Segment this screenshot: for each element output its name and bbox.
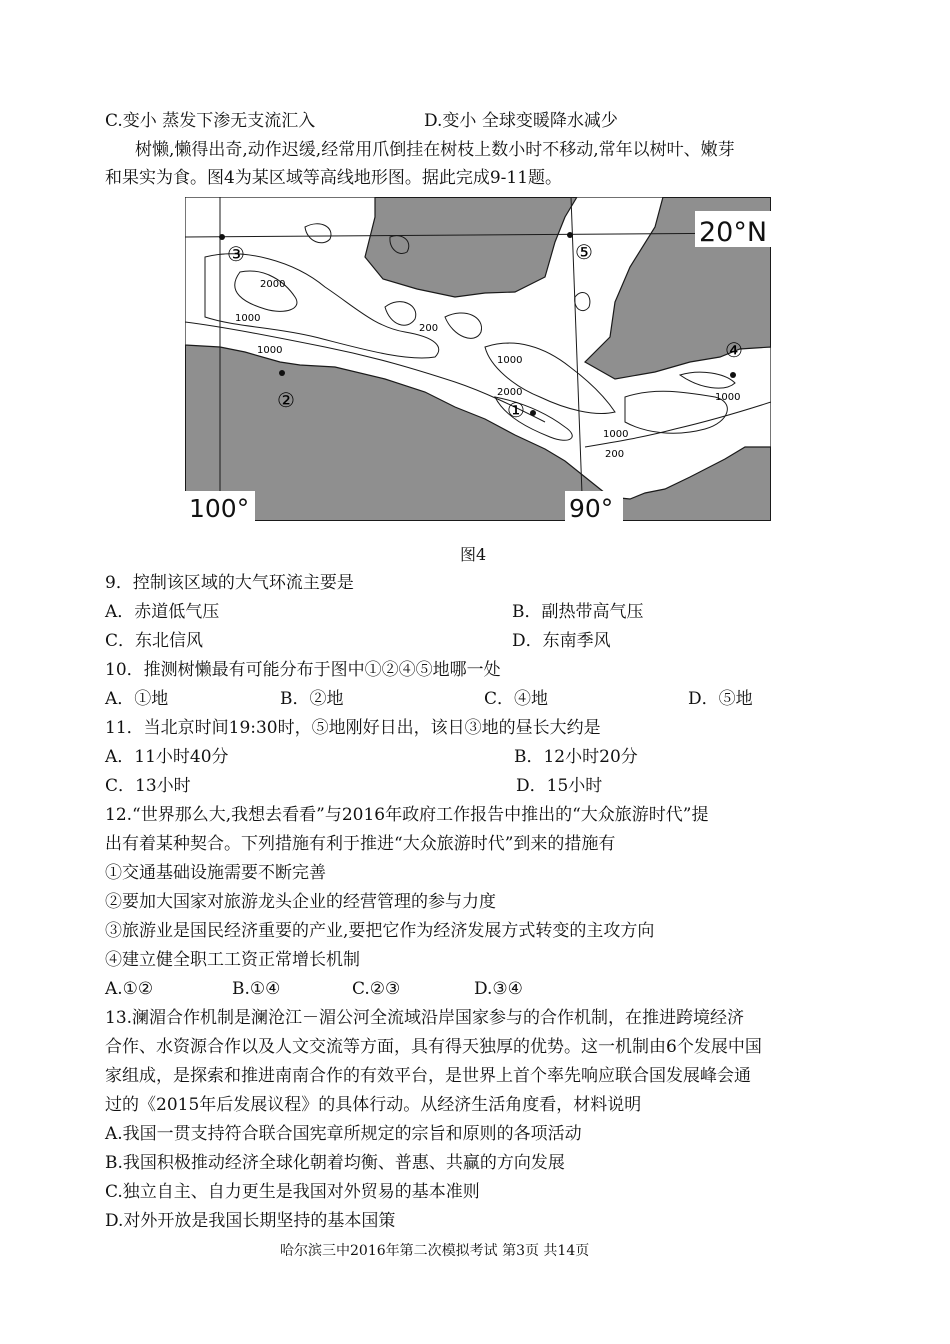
q11-option-d: D．15小时 — [516, 776, 603, 796]
contour-label: 1000 — [497, 355, 523, 366]
q11-option-a: A．11小时40分 — [105, 747, 229, 767]
location-dot-4 — [730, 372, 736, 378]
q12-item-2: ②要加大国家对旅游龙头企业的经营管理的参与力度 — [105, 892, 496, 912]
q13-stem-line-3: 家组成，是探索和推进南南合作的有效平台，是世界上首个率先响应联合国发展峰会通 — [105, 1066, 751, 1086]
marker-5: ⑤ — [575, 240, 593, 264]
q12-item-1: ①交通基础设施需要不断完善 — [105, 863, 326, 883]
q13-stem-line-1: 13.澜湄合作机制是澜沧江－湄公河全流域沿岸国家参与的合作机制，在推进跨境经济 — [105, 1008, 745, 1028]
lon-label-right: 90° — [569, 494, 614, 521]
page-footer: 哈尔滨三中2016年第二次模拟考试 第3页 共14页 — [280, 1243, 590, 1259]
q9-option-b: B．副热带高气压 — [512, 602, 644, 622]
q13-option-b: B.我国积极推动经济全球化朝着均衡、普惠、共赢的方向发展 — [105, 1153, 565, 1173]
contour-label: 200 — [419, 323, 439, 334]
q10-option-b: B．②地 — [280, 689, 344, 709]
q11-stem: 11．当北京时间19:30时，⑤地刚好日出，该日③地的昼长大约是 — [105, 718, 601, 738]
q12-option-b: B.①④ — [232, 979, 281, 999]
marker-1: ① — [507, 398, 525, 422]
intro-line-1: 树懒,懒得出奇,动作迟缓,经常用爪倒挂在树枝上数小时不移动,常年以树叶、嫩芽 — [135, 140, 735, 160]
marker-3: ③ — [227, 242, 245, 266]
q12-stem-line-1: 12.“世界那么大,我想去看看”与2016年政府工作报告中推出的“大众旅游时代”提 — [105, 805, 709, 825]
q13-option-d: D.对外开放是我国长期坚持的基本国策 — [105, 1211, 396, 1231]
q12-item-3: ③旅游业是国民经济重要的产业,要把它作为经济发展方式转变的主攻方向 — [105, 921, 655, 941]
location-dot-2 — [279, 370, 285, 376]
q11-option-b: B．12小时20分 — [514, 747, 638, 767]
q9-option-c: C．东北信风 — [105, 631, 204, 651]
contour-label: 1000 — [257, 345, 283, 356]
contour-label: 2000 — [260, 279, 286, 290]
location-dot-3 — [219, 234, 225, 240]
q10-option-d: D．⑤地 — [688, 689, 753, 709]
figure-caption: 图4 — [460, 545, 487, 564]
q12-option-c: C.②③ — [352, 979, 401, 999]
q12-stem-line-2: 出有着某种契合。下列措施有利于推进“大众旅游时代”到来的措施有 — [105, 834, 616, 854]
marker-2: ② — [277, 388, 295, 412]
intro-line-2: 和果实为食。图4为某区域等高线地形图。据此完成9-11题。 — [105, 168, 563, 188]
q10-stem: 10．推测树懒最有可能分布于图中①②④⑤地哪一处 — [105, 660, 501, 680]
contour-label: 2000 — [497, 387, 523, 398]
lat-label: 20°N — [699, 217, 768, 248]
q11-option-c: C．13小时 — [105, 776, 191, 796]
contour-map-figure — [185, 197, 771, 521]
q9-stem: 9．控制该区域的大气环流主要是 — [105, 573, 354, 593]
contour-label: 1000 — [603, 429, 629, 440]
marker-4: ④ — [725, 338, 743, 362]
contour-label: 200 — [605, 449, 625, 460]
q13-option-a: A.我国一贯支持符合联合国宪章所规定的宗旨和原则的各项活动 — [105, 1124, 582, 1144]
option-d-prev: D.变小 全球变暖降水减少 — [424, 111, 618, 131]
q12-option-d: D.③④ — [474, 979, 523, 999]
q9-option-a: A．赤道低气压 — [105, 602, 220, 622]
q13-option-c: C.独立自主、自力更生是我国对外贸易的基本准则 — [105, 1182, 480, 1202]
contour-label: 1000 — [715, 392, 741, 403]
q10-option-a: A．①地 — [105, 689, 169, 709]
contour-label: 1000 — [235, 313, 261, 324]
lon-label-left: 100° — [189, 494, 250, 521]
location-dot-1 — [530, 410, 536, 416]
option-c-prev: C.变小 蒸发下渗无支流汇入 — [105, 111, 316, 131]
q12-item-4: ④建立健全职工工资正常增长机制 — [105, 950, 360, 970]
q13-stem-line-2: 合作、水资源合作以及人文交流等方面，具有得天独厚的优势。这一机制由6个发展中国 — [105, 1037, 762, 1057]
q10-option-c: C．④地 — [484, 689, 549, 709]
q13-stem-line-4: 过的《2015年后发展议程》的具体行动。从经济生活角度看，材料说明 — [105, 1095, 642, 1115]
location-dot-5 — [567, 232, 573, 238]
q9-option-d: D．东南季风 — [512, 631, 611, 651]
q12-option-a: A.①② — [105, 979, 154, 999]
